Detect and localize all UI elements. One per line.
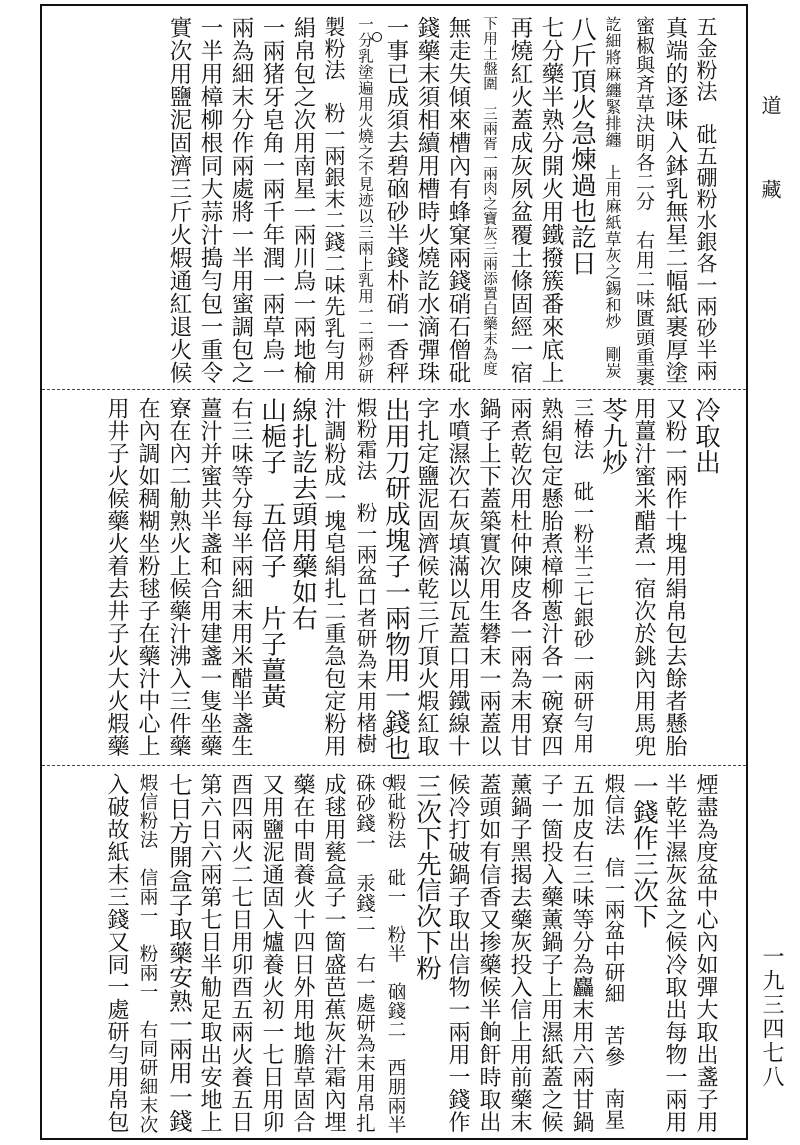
text-column: 三次下先信次下粉	[412, 773, 442, 981]
text-column: 線扎訖去頭用藥如右	[288, 397, 318, 631]
text-column: 寮在內二觔熟火上候藥汁沸入三件藥	[166, 397, 191, 757]
text-column: 煙盡為度盆中心內如彈大取出盞子用	[693, 773, 718, 1133]
text-column: 汁調粉成一塊皂絹扎二重急包定粉用	[321, 397, 346, 757]
text-column: 蓋頭如有信香又掺藥候半餉飦時取出	[476, 773, 501, 1133]
text-column: 七日方開盒子取藥安熟一兩用一錢	[165, 773, 193, 1133]
text-column: 煆粉霜法 粉一兩盆口者研為末用楮樹	[353, 397, 377, 754]
text-column: 煆信法 信一兩盆中研細 苦參 南星	[601, 773, 625, 1130]
text-column: 訖細將麻纏緊排纏 上用麻紙草灰之錫和炒 剛炭	[603, 16, 622, 379]
text-column: 一事已成須去碧硇砂半錢朴硝一香秤	[383, 16, 409, 384]
text-column: 用井子火候藥火着去井子火大火煆藥	[104, 397, 129, 757]
text-column: 硃砂錢一 汞錢二 右一處研為末用帛扎	[353, 773, 376, 1133]
text-column: 八斤頂火急煉過也訖日	[567, 16, 597, 276]
text-column: 又粉一兩作十塊用絹帛包去餘者懸胎	[662, 397, 687, 757]
text-column: 成毬用甆盒子一箇盛芭蕉灰汁霜內埋	[321, 773, 346, 1133]
text-column: 一半用樟柳根同大蒜汁搗勻包一重令	[197, 16, 223, 384]
text-column: 製粉法 粉一兩銀末二錢二味先乳勻用	[322, 16, 346, 382]
text-column: 絹帛包之次用南星一兩川烏一兩地榆	[290, 16, 316, 384]
text-column: 右三味等分每半兩細末用米醋半盞生	[228, 397, 253, 757]
text-frame	[40, 4, 748, 1140]
text-column: 五金粉法 砒五硼粉水銀各一兩砂半兩	[694, 16, 718, 382]
text-column: 山梔子 五倍子 片子薑黃	[257, 397, 287, 709]
text-column: 苓九炒	[598, 397, 628, 475]
text-column: 兩煮乾次用杜仲陳皮各一兩為末用甘	[507, 397, 532, 757]
text-column: 實次用鹽泥固濟三斤火煆通紅退火候	[166, 16, 192, 384]
text-column: 候冷打破鍋子取出信物一兩用一錢作	[445, 773, 470, 1133]
text-column: 半乾半濕灰盆之候冷取出每物一兩用	[662, 773, 687, 1133]
text-column: 三椿法 砒一粉半三七銀砂一兩研勻用	[570, 397, 594, 754]
text-column: 字扎定鹽泥固濟候乾三斤頂火煆紅取	[414, 397, 439, 757]
text-column: 酉四兩火二七日用卯酉五兩火養五日	[228, 773, 253, 1133]
text-column: 鍋子上下蓋築實次用生礬末一兩蓋以	[476, 397, 501, 757]
text-column: 熟絹包定懸胎煮樟柳蔥汁各一碗寮四	[538, 397, 563, 757]
text-column: 兩為細末分作兩處將一半用蜜調包之	[228, 16, 254, 384]
text-column: 在內調如稠糊坐粉毬子在藥汁中心上	[135, 397, 160, 757]
text-column: 七分藥半熟分開火用鐵撥簇番來底上	[538, 16, 564, 384]
text-column: 蜜椒與斉草決明各二分 右用二味匱頭重裹	[633, 16, 655, 387]
text-column: 入破故紙末三錢又同一處研勻用帛包	[104, 773, 129, 1133]
text-column: 再燒紅火蓋成灰夙盆覆土條固經一宿	[507, 16, 533, 384]
text-column: 一分乳塗遍用火燒之不見迹以三兩上乳用一二兩炒研	[356, 16, 374, 384]
canon-title: 道 藏	[758, 95, 782, 207]
text-column: 水噴濕次石灰填滿以瓦蓋口用鐵線十	[445, 397, 470, 757]
text-column: 真端的逐味入鉢乳無星二幅紙裹厚塗	[662, 16, 688, 384]
text-column: 錢藥末須相續用槽時火燒訖水滴彈珠	[414, 16, 440, 384]
text-column: 薑汁并蜜共半盞和合用建盞一隻坐藥	[197, 397, 222, 757]
text-column: 煆信粉法 信兩一 粉兩一 右同研細末次	[137, 773, 158, 1134]
text-column: 子一箇投入藥薰鍋子上用濕紙蓋之候	[538, 773, 563, 1133]
text-column: 又用鹽泥通固入爐養火初一七日用卯	[259, 773, 284, 1133]
text-column: 冷取出	[691, 397, 721, 475]
text-band-top	[42, 6, 746, 390]
text-column: 薰鍋子黑揭去藥灰投入信上用前藥末	[507, 773, 532, 1133]
text-column: 無走失傾來槽內有蜂窠兩錢硝石僧砒	[445, 16, 471, 384]
text-column: 第六日六兩第七日半觔足取出安地上	[197, 773, 222, 1133]
text-band-bottom	[42, 765, 746, 1140]
text-column: 出用刀研成塊子一兩物用一錢也	[381, 397, 411, 761]
text-column: 一錢作三次下	[629, 773, 659, 929]
page-number: 一九三四七八	[759, 945, 784, 1089]
text-column: 五加皮右三味等分為麤末用六兩甘鍋	[569, 773, 594, 1133]
text-column: 用薑汁蜜米醋煮一宿次於銚內用馬兜	[631, 397, 656, 757]
text-band-middle	[42, 389, 746, 766]
text-column: 煆砒粉法 砒一 粉半 硇錢二 西朋兩半	[385, 773, 406, 1134]
text-column: 一兩猪牙皂角一兩千年潤一兩草烏一	[259, 16, 285, 384]
text-column: 藥在中間養火十四日外用地膽草固合	[290, 773, 315, 1133]
text-column: 下用土盤圍 三兩胥一兩肉之寶灰三兩添置白藥末為度	[481, 16, 497, 376]
